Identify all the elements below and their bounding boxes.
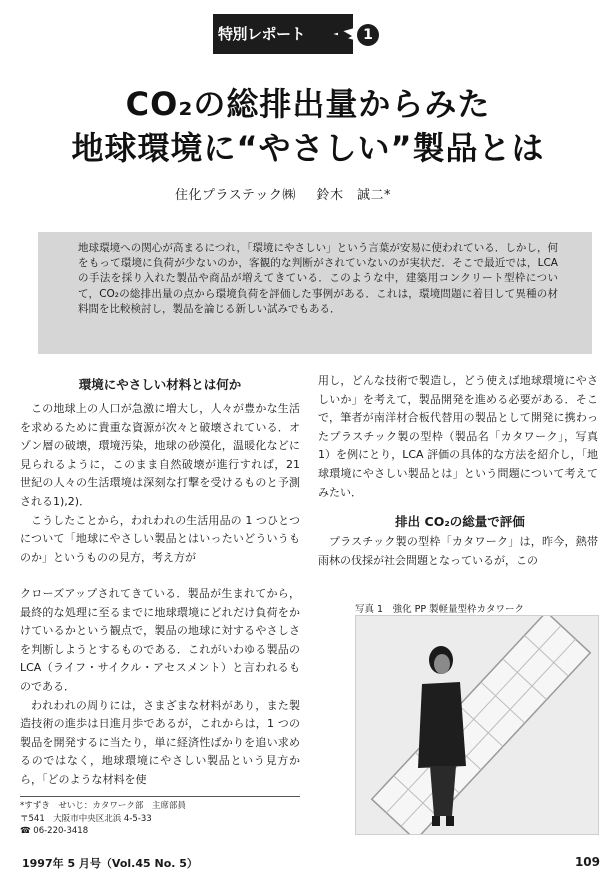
- footnote-address: 〒541 大阪市中央区北浜 4-5-33: [20, 813, 152, 824]
- paragraph: クローズアップされてきている．製品が生まれてから，最終的な処理に至るまでに地球環境にどれだけ負荷をかけているかという観点で，製品の地球に対するやさしさを判断しようとするものである．これがいわゆる製品の LCA（ライフ・サイクル・アセスメント）と言われるものである．: [20, 587, 300, 693]
- footnote: [20, 800, 300, 838]
- author: [175, 184, 475, 203]
- footnote-divider: [20, 796, 300, 797]
- column-1-lower: [20, 585, 300, 790]
- abstract-text: 地球環境への関心が高まるにつれ，「環境にやさしい」という言葉が安易に使われている．しかし，何をもって環境に負荷が少ないのか，客観的な判断がされていないのが実状だ．そこで最近では，LCA の手法を採り入れた製品や商品が増えてきている．このような中，建築用コンクリート型枠について，CO₂の総排出量の点から環境負荷を評価した事例がある．これは，環境問題に着目して異種の材料間を比較検討し，製品を論じる新しい試みでもある．: [78, 242, 558, 315]
- column-2-upper: [318, 372, 598, 502]
- footnote-phone: ☎ 06-220-3418: [20, 826, 89, 836]
- paragraph: プラスチック製の型枠「カタワーク」は，昨今，熱帯雨林の伐採が社会問題となっているが，この: [318, 535, 598, 567]
- photo: [355, 615, 599, 835]
- author-name: 鈴木 誠二*: [316, 188, 392, 203]
- column-1-upper: [20, 400, 300, 567]
- paragraph: われわれの周りには，さまざまな材料があり，また製造技術の進歩は日進月歩であるが，これからは，1 つの製品を開発するに当たり，単に経済性ばかりを追い求めるのではなく，地球環境にやさしい製品という見方から，「どのような材料を使: [20, 698, 300, 786]
- paragraph: 用し，どんな技術で製造し，どう使えば地球環境にやさしいか」を考えて，製品開発を進める必要がある．そこで，筆者が南洋材合板代替用の製品として開発に携わったプラスチック製の型枠（製品名「カタワーク」，写真 1）を例にとり，LCA 評価の具体的な方法を紹介し，「地球環境にやさしい製品とは」という問題について考えてみたい．: [318, 374, 598, 499]
- footnote-author: *すずき せいじ：カタワーク部 主席部員: [20, 801, 186, 811]
- report-number: 1: [357, 24, 379, 46]
- issue-info: 1997年 5 月号（Vol.45 No. 5）: [22, 857, 198, 870]
- arrow-icon: [338, 28, 352, 44]
- title-line-2: 地球環境に“やさしい”製品とは: [71, 129, 545, 167]
- author-company: 住化プラステック㈱: [175, 188, 296, 203]
- photo-caption: 写真 1 強化 PP 製軽量型枠カタワーク: [355, 604, 525, 615]
- section-heading-2: 排出 CO₂の総量で評価: [395, 514, 525, 529]
- section-heading-1: 環境にやさしい材料とは何か: [78, 377, 242, 392]
- column-2-lower: [318, 533, 598, 570]
- page-number: 109: [574, 855, 600, 869]
- banner-label: 特別レポート: [218, 25, 306, 43]
- paragraph: こうしたことから，われわれの生活用品の 1 つひとつについて「地球にやさしい製品とはいったいどういうものか」というものの見方，考え方が: [20, 513, 300, 564]
- photo-illustration: [356, 616, 598, 834]
- title-line-1: CO₂の総排出量からみた: [125, 85, 491, 123]
- paragraph: この地球上の人口が急激に増大し，人々が豊かな生活を求めるために貴重な資源が次々と破壊されている．オゾン層の破壊，環境汚染，地球の砂漠化，温暖化などに見られるように，このまま自然破壊が進行すれば，21 世紀の人々の生活環境は深刻な打撃を受けるものと予測される1),2)．: [20, 402, 300, 508]
